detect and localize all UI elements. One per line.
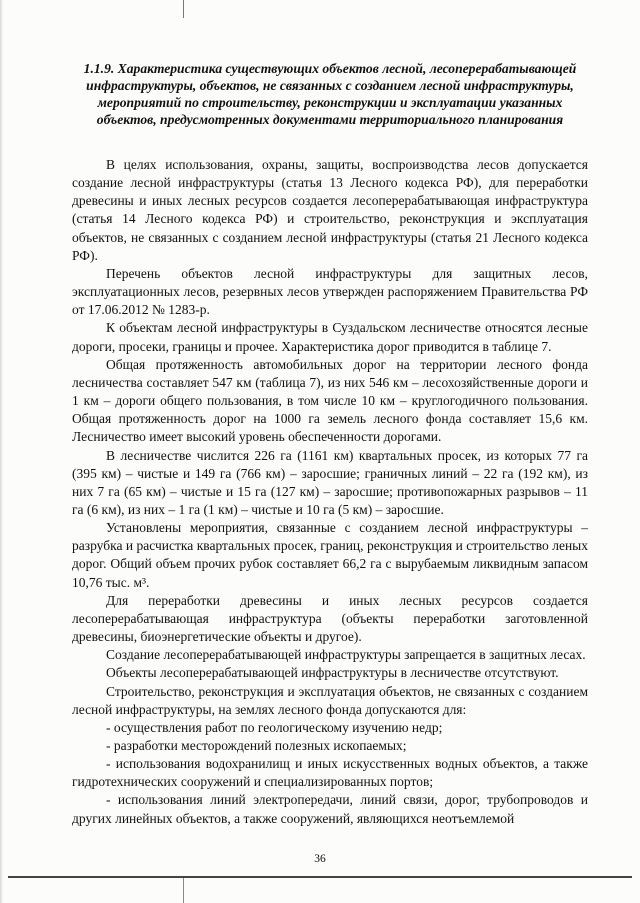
paragraph: Общая протяженность автомобильных дорог на территории лесного фонда лесничества составляет 547 км (таблица 7), из них 546 км – лесохозяйственные дороги и 1 км – дороги общего пользования, в том числе 10 км – круглогодичного пользования. Общая протяженность дорог на 1000 га земель лесного фонда составляет 15,6 км. Лесничество имеет высокий уровень обеспеченности дорогами. <box>72 356 588 445</box>
list-item: - разработки месторождений полезных ископаемых; <box>106 738 407 753</box>
paragraph: Перечень объектов лесной инфраструктуры для защитных лесов, эксплуатационных лесов, резервных лесов утвержден распоряжением Правительства РФ от 17.06.2012 № 1283-р. <box>72 265 588 318</box>
paragraph: Создание лесоперерабатывающей инфраструктуры запрещается в защитных лесах. <box>106 647 586 663</box>
body-text <box>72 156 588 828</box>
scan-fold-mark-bottom <box>183 878 184 903</box>
scan-fold-mark-top <box>183 0 184 18</box>
paragraph: Установлены мероприятия, связанные с созданием лесной инфраструктуры – разрубка и расчистка квартальных просек, границ, реконструкция и строительство леных дорог. Общий объем прочих рубок составляет 66,2 га с вырубаемым ликвидным запасом 10,76 тыс. м³. <box>72 520 588 590</box>
paragraph: В лесничестве числится 226 га (1161 км) квартальных просек, из которых 77 га (395 км) – чистые и 149 га (766 км) – заросшие; граничных линий – 22 га (192 км), из них 7 га (65 км) – чистые и 15 га (127 км) – заросшие; противопожарных разрывов – 11 га (6 км), из них – 1 га (1 км) – чистые и 10 га (5 км) – заросшие. <box>72 447 588 517</box>
paragraph: В целях использования, охраны, защиты, воспроизводства лесов допускается создание лесной инфраструктуры (статья 13 Лесного кодекса РФ), для переработки древесины и иных лесных ресурсов создается лесоперерабатывающая инфраструктура (статья 14 Лесного кодекса РФ) и строительство, реконструкция и эксплуатация объектов, не связанных с созданием лесной инфраструктуры (статья 21 Лесного кодекса РФ). <box>72 157 588 263</box>
paragraph: Объекты лесоперерабатывающей инфраструктуры в лесничестве отсутствуют. <box>106 665 559 681</box>
section-heading: 1.1.9. Характеристика существующих объектов лесной, лесоперерабатывающей инфраструктуры, объектов, не связанных с созданием лесной инфраструктуры, мероприятий по строительству, реконструкции и эксплуатации указанных объектов, предусмотренных документами территориального планирования <box>83 61 577 127</box>
paragraph: К объектам лесной инфраструктуры в Суздальском лесничестве относятся лесные дороги, просеки, границы и прочее. Характеристика дорог приводится в таблице 7. <box>72 320 588 354</box>
list-item: - использования водохранилищ и иных искусственных водных объектов, а также гидротехнических сооружений и специализированных портов; <box>72 756 588 790</box>
paragraph: Строительство, реконструкция и эксплуатация объектов, не связанных с созданием лесной инфраструктуры, на землях лесного фонда допускаются для: <box>72 683 588 717</box>
bottom-divider <box>8 876 632 878</box>
page-number: 36 <box>314 853 326 865</box>
paragraph: Для переработки древесины и иных лесных ресурсов создается лесоперерабатывающая инфраструктура (объекты переработки заготовленной древесины, биоэнергетические объекты и другое). <box>72 592 588 645</box>
scan-edge-shadow <box>0 0 3 903</box>
list-item: - осуществления работ по геологическому изучению недр; <box>106 719 443 735</box>
list-item: - использования линий электропередачи, линий связи, дорог, трубопроводов и других линейных объектов, а также сооружений, являющихся неотъемлемой <box>72 792 588 826</box>
